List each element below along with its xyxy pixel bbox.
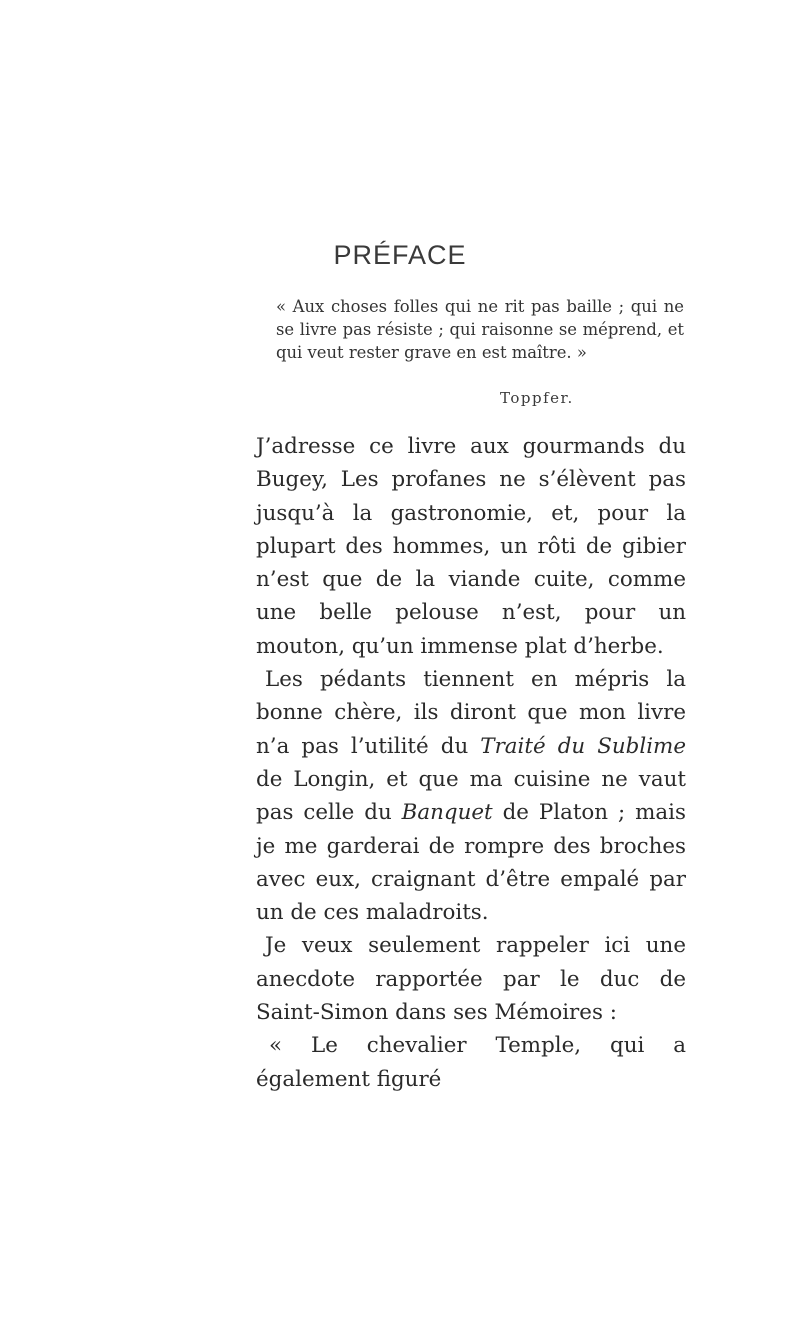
epigraph-quote: « Aux choses folles qui ne rit pas baille ; qui ne se livre pas résiste ; qui raisonne se méprend, et qui veut rester grave en est maître. » [276,297,684,363]
epigraph-author: Toppfer. [500,389,574,407]
preface-body [256,430,686,1096]
paragraph-2-text-c: de Platon ; mais je me garderai de rompre des broches avec eux, craignant d’être empalé par un de ces maladroits. [256,800,686,926]
italic-title-banquet: Banquet [401,800,493,826]
paragraph-4 [256,1029,686,1096]
paragraph-2 [256,663,686,929]
paragraph-2-text-b: de Longin, et que ma cuisine ne vaut pas celle du [256,766,686,826]
paragraph-4-text: « Le chevalier Temple, qui a également figuré [256,1033,686,1092]
paragraph-2-text-a: Les pédants tiennent en mépris la bonne chère, ils diront que mon livre n’a pas l’utilité du [256,667,686,759]
page-title: PRÉFACE [333,240,467,270]
paragraph-1 [256,430,686,663]
italic-title-traite: Traité du Sublime [480,733,686,759]
paragraph-3 [256,929,686,1029]
paragraph-1-text: J’adresse ce livre aux gourmands du Bugey, Les profanes ne s’élèvent pas jusqu’à la gastronomie, et, pour la plupart des hommes, un rôti de gibier n’est que de la viande cuite, comme une belle pelouse n’est, pour un mouton, qu’un immense plat d’herbe. [256,434,686,659]
paragraph-3-text: Je veux seulement rappeler ici une anecdote rapportée par le duc de Saint-Simon dans ses Mémoires : [256,933,686,1026]
